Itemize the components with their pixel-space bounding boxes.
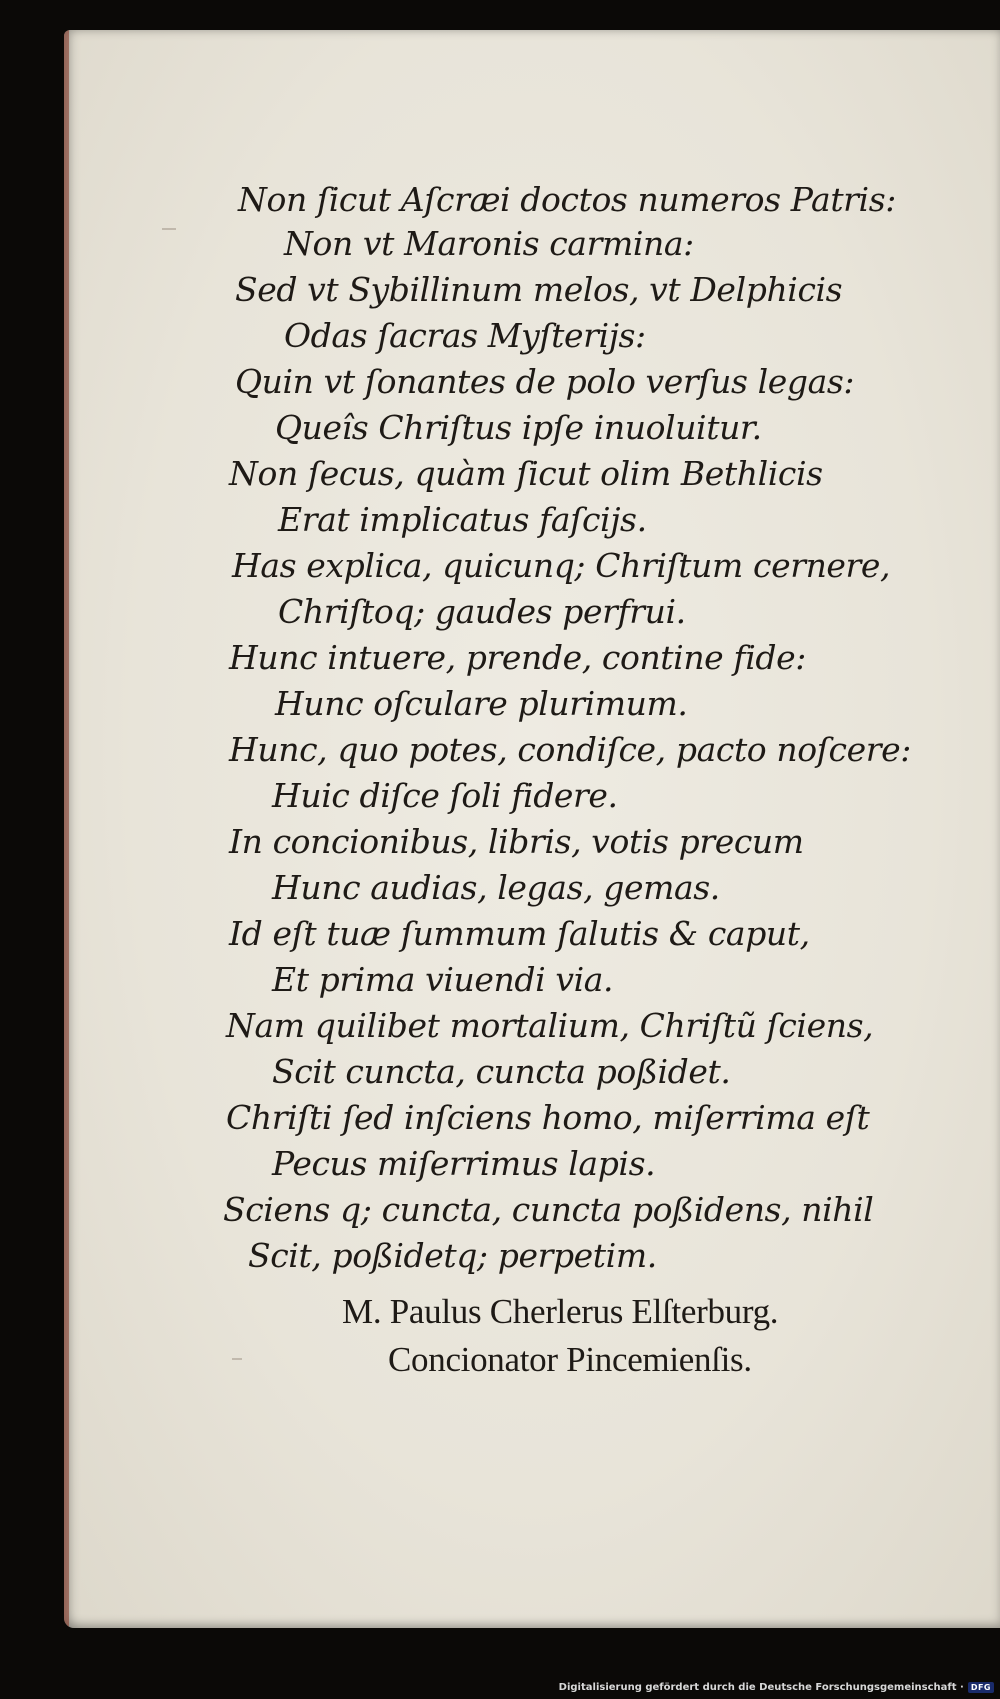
dfg-logo-icon: DFG xyxy=(968,1682,994,1693)
verse-line: Hunc, quo potes, condiſce, pacto noſcere: xyxy=(229,730,911,769)
verse-line: Quin vt ſonantes de polo verſus legas: xyxy=(235,362,855,401)
verse-line: Huic diſce ſoli fidere. xyxy=(272,776,618,815)
verse-line: Sed vt Sybillinum melos, vt Delphicis xyxy=(235,270,843,309)
verse-line: Erat implicatus faſcijs. xyxy=(278,500,647,539)
verse-line: In concionibus, libris, votis precum xyxy=(229,822,804,861)
verse-line: Nam quilibet mortalium, Chriſtũ ſciens, xyxy=(226,1006,874,1045)
verse-line: Odas ſacras Myſterijs: xyxy=(284,316,646,355)
signature-name: M. Paulus Cherlerus Elſterburg. xyxy=(342,1292,779,1331)
page-mark xyxy=(162,228,176,230)
book-page xyxy=(64,30,1000,1628)
verse-line: Et prima viuendi via. xyxy=(272,960,614,999)
verse-line: Scit, poßidetq; perpetim. xyxy=(248,1236,657,1275)
verse-line: Chriſtoq; gaudes perfrui. xyxy=(278,592,686,631)
verse-line: Non ſecus, quàm ſicut olim Bethlicis xyxy=(229,454,823,493)
footer-text: Digitalisierung gefördert durch die Deutsche Forschungsgemeinschaft · xyxy=(558,1682,964,1693)
verse-line: Sciens q; cuncta, cuncta poßidens, nihil xyxy=(223,1190,874,1229)
page-mark xyxy=(232,1358,242,1360)
verse-line: Has explica, quicunq; Chriſtum cernere, xyxy=(232,546,891,585)
verse-line: Scit cuncta, cuncta poßidet. xyxy=(272,1052,731,1091)
verse-line: Non ſicut Aſcræi doctos numeros Patris: xyxy=(238,180,896,219)
digitization-footer xyxy=(559,1682,994,1693)
verse-line: Pecus miſerrimus lapis. xyxy=(272,1144,656,1183)
verse-line: Hunc intuere, prende, contine fide: xyxy=(229,638,806,677)
signature-title: Concionator Pincemienſis. xyxy=(388,1340,752,1379)
verse-line: Non vt Maronis carmina: xyxy=(284,224,694,263)
verse-line: Hunc oſculare plurimum. xyxy=(275,684,688,723)
verse-line: Id eſt tuæ ſummum ſalutis & caput, xyxy=(229,914,810,953)
verse-line: Queîs Chriſtus ipſe inuoluitur. xyxy=(275,408,762,447)
verse-line: Chriſti ſed inſciens homo, miſerrima eſt xyxy=(226,1098,870,1137)
verse-line: Hunc audias, legas, gemas. xyxy=(272,868,720,907)
